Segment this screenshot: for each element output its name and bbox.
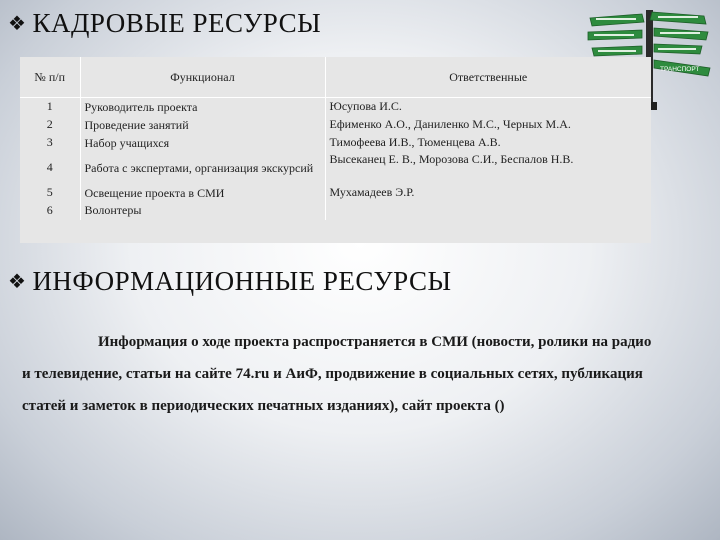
info-paragraph bbox=[22, 326, 662, 422]
row-function: Освещение проекта в СМИ bbox=[80, 184, 325, 202]
row-num: 6 bbox=[46, 203, 53, 217]
signpost-text: ТРАНСПОРТ bbox=[660, 66, 700, 73]
table-row bbox=[20, 116, 651, 134]
row-responsible: Тимофеева И.В., Тюменцева А.В. bbox=[325, 134, 651, 152]
table-row bbox=[20, 184, 651, 202]
row-num: 5 bbox=[46, 185, 53, 199]
row-responsible: Ефименко А.О., Даниленко М.С., Черных М.А. bbox=[325, 116, 651, 134]
row-num: 1 bbox=[46, 99, 53, 114]
hr-section-title: КАДРОВЫЕ РЕСУРСЫ bbox=[32, 8, 322, 38]
table-row bbox=[20, 152, 651, 184]
table-header-row bbox=[20, 57, 651, 98]
diamond-bullet-icon: ❖ bbox=[8, 13, 27, 35]
row-responsible bbox=[325, 202, 651, 220]
row-function: Руководитель проекта bbox=[80, 98, 325, 116]
hr-section-heading bbox=[8, 8, 321, 39]
row-function: Волонтеры bbox=[80, 202, 325, 220]
row-responsible: Мухамадеев Э.Р. bbox=[325, 184, 651, 202]
row-function: Проведение занятий bbox=[80, 116, 325, 134]
header-function: Функционал bbox=[80, 57, 325, 98]
header-responsible: Ответственные bbox=[325, 57, 651, 98]
info-text: Информация о ходе проекта распространяется в СМИ (новости, ролики на радио и телевидение, статьи на сайте 74.ru и АиФ, продвижение в социальных сетях, публикация статей и заметок в периодических печатных изданиях), сайт проекта () bbox=[22, 334, 652, 414]
table-row bbox=[20, 202, 651, 220]
header-num: № п/п bbox=[34, 69, 66, 84]
row-responsible: Высеканец Е. В., Морозова С.И., Беспалов Н.В. bbox=[325, 152, 651, 184]
hr-table-container bbox=[20, 57, 651, 243]
row-function: Набор учащихся bbox=[80, 134, 325, 152]
table-row bbox=[20, 134, 651, 152]
row-responsible: Юсупова И.С. bbox=[325, 98, 651, 116]
row-function: Работа с экспертами, организация экскурсий bbox=[80, 152, 325, 184]
diamond-bullet-icon: ❖ bbox=[8, 271, 27, 293]
info-section-heading bbox=[8, 266, 452, 297]
table-row bbox=[20, 98, 651, 116]
row-num: 4 bbox=[46, 160, 53, 174]
info-section-title: ИНФОРМАЦИОННЫЕ РЕСУРСЫ bbox=[32, 266, 452, 296]
row-num: 3 bbox=[46, 135, 53, 149]
hr-table bbox=[20, 57, 651, 220]
row-num: 2 bbox=[46, 117, 53, 131]
